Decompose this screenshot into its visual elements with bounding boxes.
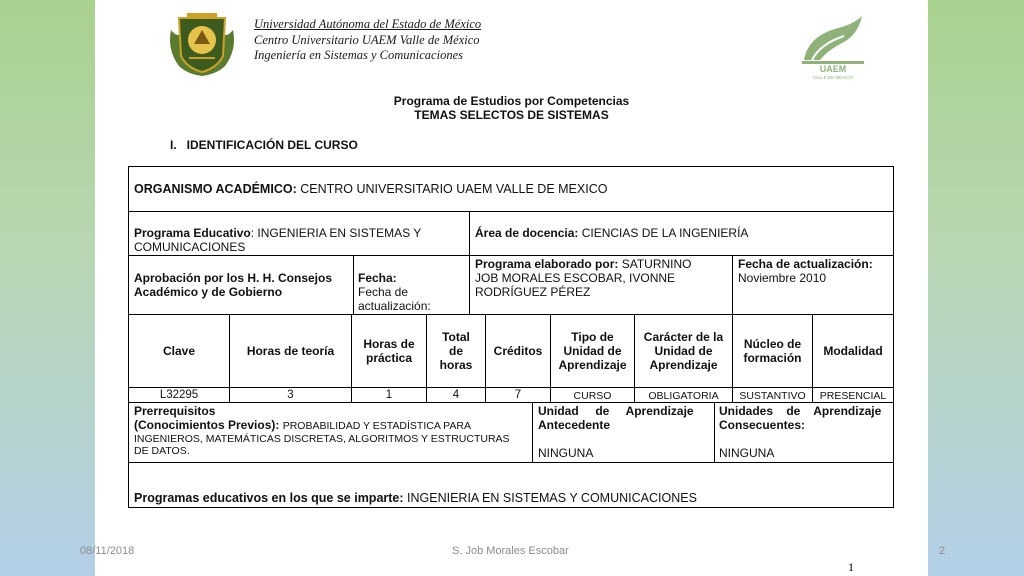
consecuentes-cell: [719, 404, 891, 460]
prerrequisitos-sublabel: (Conocimientos Previos):: [134, 418, 280, 432]
area-docencia-value: CIENCIAS DE LA INGENIERÍA: [581, 226, 749, 240]
col-header-clave: Clave: [162, 344, 196, 358]
aprobacion-line-1: Aprobación por los H. H. Consejos: [134, 271, 333, 285]
organismo-value: CENTRO UNIVERSITARIO UAEM VALLE DE MEXICO: [300, 182, 608, 196]
aprobacion-cell: [134, 271, 349, 299]
consecuentes-label-1: Unidades de Aprendizaje: [719, 404, 882, 418]
elaborado-value-1: SATURNINO: [621, 257, 692, 271]
elaborado-cell: [475, 257, 730, 299]
aprobacion-line-2: Académico y de Gobierno: [134, 285, 283, 299]
prerrequisitos-text-2: INGENIEROS, MATEMÁTICAS DISCRETAS, ALGORITMOS Y ESTRUCTURAS: [134, 433, 510, 445]
section-heading: I. IDENTIFICACIÓN DEL CURSO: [170, 138, 358, 152]
value-horas-practica: 1: [385, 389, 393, 401]
consecuentes-value: NINGUNA: [719, 446, 775, 460]
prerrequisitos-text-1: PROBABILIDAD Y ESTADÍSTICA PARA: [282, 420, 471, 432]
antecedente-value: NINGUNA: [538, 446, 594, 460]
document-page: [95, 0, 928, 576]
university-header: [254, 17, 481, 64]
uaem-crest-logo: [165, 10, 239, 78]
title-line-2: TEMAS SELECTOS DE SISTEMAS: [414, 108, 609, 122]
program-name: Ingeniería en Sistemas y Comunicaciones: [254, 48, 463, 62]
fecha-sub-1: Fecha de: [358, 285, 409, 299]
programa-educativo-value: : INGENIERIA EN SISTEMAS Y: [250, 226, 422, 240]
antecedente-label-2: Antecedente: [538, 418, 611, 432]
programas-value: INGENIERIA EN SISTEMAS Y COMUNICACIONES: [407, 491, 697, 505]
organismo-row: [134, 182, 884, 196]
value-nucleo-formacion: SUSTANTIVO: [739, 390, 806, 402]
organismo-label: ORGANISMO ACADÉMICO:: [134, 182, 297, 196]
consecuentes-label-2: Consecuentes:: [719, 418, 806, 432]
actualizacion-cell: [738, 257, 890, 285]
programas-row: [134, 491, 889, 505]
value-caracter-unidad: OBLIGATORIA: [648, 390, 719, 402]
center-name: Centro Universitario UAEM Valle de México: [254, 32, 480, 47]
value-horas-teoria: 3: [287, 389, 294, 401]
fecha-cell: [358, 271, 468, 313]
programa-educativo-cell: [134, 226, 464, 254]
prerrequisitos-text-3: DE DATOS.: [134, 445, 190, 457]
prerrequisitos-cell: [134, 404, 529, 457]
prerrequisitos-label: Prerrequisitos: [134, 404, 216, 418]
university-name: Universidad Autónoma del Estado de México: [254, 17, 482, 31]
actualizacion-value: Noviembre 2010: [738, 271, 827, 285]
actualizacion-label: Fecha de actualización:: [738, 257, 873, 271]
elaborado-value-3: RODRÍGUEZ PÉREZ: [475, 285, 591, 299]
col-header-modalidad: Modalidad: [823, 344, 883, 358]
title-line-1: Programa de Estudios por Competencias: [393, 94, 630, 108]
fecha-sub-2: actualización:: [358, 299, 431, 313]
col-header-tipo-unidad: Tipo de Unidad de Aprendizaje: [558, 330, 627, 372]
col-header-creditos: Créditos: [493, 344, 543, 358]
programa-educativo-label: Programa Educativo: [134, 226, 251, 240]
programa-educativo-value-2: COMUNICACIONES: [134, 240, 246, 254]
footer-date: 08/11/2018: [80, 545, 135, 557]
programas-label: Programas educativos en los que se imparte:: [134, 491, 404, 505]
fecha-label: Fecha:: [358, 271, 397, 285]
footer-author: S. Job Morales Escobar: [452, 545, 569, 557]
value-total-horas: 4: [452, 389, 460, 401]
area-docencia-label: Área de docencia:: [475, 226, 579, 240]
value-clave: L32295: [159, 389, 199, 401]
value-modalidad: PRESENCIAL: [819, 390, 887, 402]
right-logo-sub: VALLE DE MÉXICO: [812, 75, 854, 80]
col-header-nucleo-formacion: Núcleo de formación: [743, 337, 802, 365]
antecedente-label-1: Unidad de Aprendizaje: [538, 404, 694, 418]
col-header-horas-practica: Horas de práctica: [363, 337, 415, 365]
footer-slide-number: 2: [939, 545, 946, 557]
col-header-total-horas: Total de horas: [439, 330, 473, 372]
value-tipo-unidad: CURSO: [573, 390, 612, 402]
right-logo-text: UAEM: [819, 64, 847, 74]
course-identification-table: [128, 166, 894, 508]
antecedente-cell: [538, 404, 710, 460]
elaborado-value-2: JOB MORALES ESCOBAR, IVONNE: [475, 271, 676, 285]
document-page-number: 1: [848, 560, 854, 574]
elaborado-label: Programa elaborado por:: [475, 257, 619, 271]
program-title: [95, 94, 928, 122]
col-header-horas-teoria: Horas de teoría: [246, 344, 335, 358]
area-docencia-cell: [475, 226, 885, 240]
uaem-valle-logo: [798, 14, 866, 80]
col-header-caracter-unidad: Carácter de la Unidad de Aprendizaje: [643, 330, 724, 372]
value-creditos: 7: [514, 389, 522, 401]
